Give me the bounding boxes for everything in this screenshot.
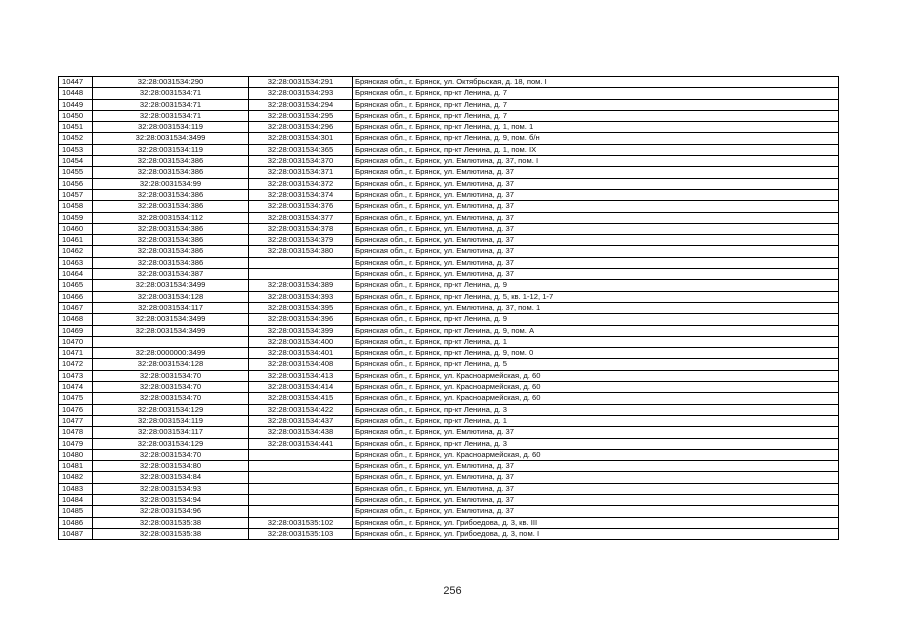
table-row xyxy=(59,472,839,483)
row-number-cell: 10448 xyxy=(59,88,93,99)
address-cell: Брянская обл., г. Брянск, ул. Емлютина, д. 37 xyxy=(353,246,839,257)
row-number-cell: 10466 xyxy=(59,291,93,302)
address-cell: Брянская обл., г. Брянск, ул. Грибоедова, д. 3, пом. I xyxy=(353,528,839,539)
cadastral-number-cell xyxy=(249,449,353,460)
row-number-cell: 10471 xyxy=(59,348,93,359)
address-cell: Брянская обл., г. Брянск, пр-кт Ленина, д. 3 xyxy=(353,404,839,415)
parent-cadastral-number-cell: 32:28:0031534:117 xyxy=(93,302,249,313)
address-cell: Брянская обл., г. Брянск, ул. Емлютина, д. 37 xyxy=(353,223,839,234)
table-row xyxy=(59,483,839,494)
table-row xyxy=(59,167,839,178)
cadastral-number-cell xyxy=(249,472,353,483)
row-number-cell: 10453 xyxy=(59,144,93,155)
cadastral-number-cell: 32:28:0031535:102 xyxy=(249,517,353,528)
parent-cadastral-number-cell: 32:28:0031534:119 xyxy=(93,144,249,155)
address-cell: Брянская обл., г. Брянск, ул. Емлютина, д. 37, пом. I xyxy=(353,156,839,167)
cadastral-number-cell: 32:28:0031534:401 xyxy=(249,348,353,359)
address-cell: Брянская обл., г. Брянск, пр-кт Ленина, д. 3 xyxy=(353,438,839,449)
address-cell: Брянская обл., г. Брянск, ул. Емлютина, д. 37 xyxy=(353,494,839,505)
cadastral-number-cell: 32:28:0031534:372 xyxy=(249,178,353,189)
table-row xyxy=(59,302,839,313)
table-row xyxy=(59,528,839,539)
table-row xyxy=(59,212,839,223)
parent-cadastral-number-cell: 32:28:0031534:129 xyxy=(93,404,249,415)
address-cell: Брянская обл., г. Брянск, ул. Емлютина, д. 37 xyxy=(353,235,839,246)
cadastral-number-cell: 32:28:0031534:295 xyxy=(249,110,353,121)
parent-cadastral-number-cell: 32:28:0031534:94 xyxy=(93,494,249,505)
row-number-cell: 10449 xyxy=(59,99,93,110)
parent-cadastral-number-cell: 32:28:0031534:386 xyxy=(93,189,249,200)
parent-cadastral-number-cell: 32:28:0031534:387 xyxy=(93,269,249,280)
parent-cadastral-number-cell: 32:28:0031534:99 xyxy=(93,178,249,189)
parent-cadastral-number-cell: 32:28:0031534:71 xyxy=(93,110,249,121)
address-cell: Брянская обл., г. Брянск, ул. Емлютина, д. 37 xyxy=(353,178,839,189)
cadastral-number-cell: 32:28:0031534:365 xyxy=(249,144,353,155)
cadastral-number-cell: 32:28:0031534:380 xyxy=(249,246,353,257)
parent-cadastral-number-cell: 32:28:0000000:3499 xyxy=(93,348,249,359)
row-number-cell: 10476 xyxy=(59,404,93,415)
parent-cadastral-number-cell: 32:28:0031534:386 xyxy=(93,223,249,234)
registry-table-body xyxy=(59,77,839,540)
table-row xyxy=(59,178,839,189)
table-row xyxy=(59,189,839,200)
table-row xyxy=(59,223,839,234)
table-row xyxy=(59,314,839,325)
table-row xyxy=(59,269,839,280)
parent-cadastral-number-cell: 32:28:0031535:38 xyxy=(93,528,249,539)
cadastral-number-cell: 32:28:0031534:376 xyxy=(249,201,353,212)
address-cell: Брянская обл., г. Брянск, пр-кт Ленина, д. 7 xyxy=(353,110,839,121)
row-number-cell: 10465 xyxy=(59,280,93,291)
cadastral-number-cell: 32:28:0031534:413 xyxy=(249,370,353,381)
address-cell: Брянская обл., г. Брянск, ул. Емлютина, д. 37 xyxy=(353,212,839,223)
table-row xyxy=(59,246,839,257)
parent-cadastral-number-cell: 32:28:0031534:386 xyxy=(93,246,249,257)
cadastral-number-cell: 32:28:0031534:301 xyxy=(249,133,353,144)
address-cell: Брянская обл., г. Брянск, пр-кт Ленина, д. 1 xyxy=(353,415,839,426)
address-cell: Брянская обл., г. Брянск, ул. Емлютина, д. 37 xyxy=(353,269,839,280)
parent-cadastral-number-cell: 32:28:0031534:3499 xyxy=(93,314,249,325)
table-row xyxy=(59,506,839,517)
table-row xyxy=(59,280,839,291)
address-cell: Брянская обл., г. Брянск, ул. Емлютина, д. 37 xyxy=(353,167,839,178)
table-row xyxy=(59,122,839,133)
parent-cadastral-number-cell: 32:28:0031534:93 xyxy=(93,483,249,494)
parent-cadastral-number-cell: 32:28:0031534:128 xyxy=(93,291,249,302)
parent-cadastral-number-cell: 32:28:0031535:38 xyxy=(93,517,249,528)
row-number-cell: 10472 xyxy=(59,359,93,370)
parent-cadastral-number-cell: 32:28:0031534:386 xyxy=(93,235,249,246)
parent-cadastral-number-cell: 32:28:0031534:119 xyxy=(93,415,249,426)
cadastral-number-cell: 32:28:0031534:395 xyxy=(249,302,353,313)
address-cell: Брянская обл., г. Брянск, ул. Красноармейская, д. 60 xyxy=(353,393,839,404)
cadastral-number-cell: 32:28:0031534:438 xyxy=(249,427,353,438)
table-row xyxy=(59,133,839,144)
table-row xyxy=(59,291,839,302)
table-row xyxy=(59,438,839,449)
cadastral-number-cell xyxy=(249,494,353,505)
address-cell: Брянская обл., г. Брянск, пр-кт Ленина, д. 9, пом. б/н xyxy=(353,133,839,144)
row-number-cell: 10460 xyxy=(59,223,93,234)
cadastral-number-cell: 32:28:0031534:377 xyxy=(249,212,353,223)
row-number-cell: 10480 xyxy=(59,449,93,460)
table-row xyxy=(59,110,839,121)
table-row xyxy=(59,257,839,268)
parent-cadastral-number-cell: 32:28:0031534:70 xyxy=(93,370,249,381)
address-cell: Брянская обл., г. Брянск, ул. Емлютина, д. 37 xyxy=(353,189,839,200)
parent-cadastral-number-cell: 32:28:0031534:386 xyxy=(93,167,249,178)
table-row xyxy=(59,88,839,99)
parent-cadastral-number-cell: 32:28:0031534:386 xyxy=(93,257,249,268)
cadastral-number-cell: 32:28:0031534:422 xyxy=(249,404,353,415)
table-row xyxy=(59,427,839,438)
table-row xyxy=(59,461,839,472)
address-cell: Брянская обл., г. Брянск, ул. Емлютина, д. 37 xyxy=(353,461,839,472)
address-cell: Брянская обл., г. Брянск, пр-кт Ленина, д. 9, пом. А xyxy=(353,325,839,336)
cadastral-number-cell: 32:28:0031534:415 xyxy=(249,393,353,404)
parent-cadastral-number-cell: 32:28:0031534:96 xyxy=(93,506,249,517)
table-row xyxy=(59,99,839,110)
cadastral-number-cell: 32:28:0031534:400 xyxy=(249,336,353,347)
row-number-cell: 10447 xyxy=(59,77,93,88)
row-number-cell: 10477 xyxy=(59,415,93,426)
row-number-cell: 10463 xyxy=(59,257,93,268)
row-number-cell: 10464 xyxy=(59,269,93,280)
table-row xyxy=(59,370,839,381)
row-number-cell: 10469 xyxy=(59,325,93,336)
cadastral-number-cell: 32:28:0031534:441 xyxy=(249,438,353,449)
parent-cadastral-number-cell: 32:28:0031534:129 xyxy=(93,438,249,449)
table-row xyxy=(59,144,839,155)
table-row xyxy=(59,494,839,505)
table-row xyxy=(59,393,839,404)
address-cell: Брянская обл., г. Брянск, пр-кт Ленина, д. 5, кв. 1-12, 1-7 xyxy=(353,291,839,302)
parent-cadastral-number-cell: 32:28:0031534:70 xyxy=(93,382,249,393)
cadastral-number-cell: 32:28:0031534:393 xyxy=(249,291,353,302)
address-cell: Брянская обл., г. Брянск, ул. Емлютина, д. 37 xyxy=(353,201,839,212)
parent-cadastral-number-cell: 32:28:0031534:84 xyxy=(93,472,249,483)
table-row xyxy=(59,201,839,212)
row-number-cell: 10482 xyxy=(59,472,93,483)
row-number-cell: 10479 xyxy=(59,438,93,449)
cadastral-number-cell xyxy=(249,269,353,280)
parent-cadastral-number-cell: 32:28:0031534:80 xyxy=(93,461,249,472)
parent-cadastral-number-cell: 32:28:0031534:70 xyxy=(93,393,249,404)
cadastral-number-cell: 32:28:0031534:291 xyxy=(249,77,353,88)
cadastral-number-cell: 32:28:0031534:370 xyxy=(249,156,353,167)
row-number-cell: 10450 xyxy=(59,110,93,121)
row-number-cell: 10452 xyxy=(59,133,93,144)
row-number-cell: 10478 xyxy=(59,427,93,438)
cadastral-number-cell: 32:28:0031534:414 xyxy=(249,382,353,393)
parent-cadastral-number-cell: 32:28:0031534:3499 xyxy=(93,133,249,144)
address-cell: Брянская обл., г. Брянск, пр-кт Ленина, д. 7 xyxy=(353,99,839,110)
row-number-cell: 10451 xyxy=(59,122,93,133)
cadastral-number-cell xyxy=(249,506,353,517)
address-cell: Брянская обл., г. Брянск, ул. Емлютина, д. 37 xyxy=(353,506,839,517)
row-number-cell: 10458 xyxy=(59,201,93,212)
row-number-cell: 10454 xyxy=(59,156,93,167)
address-cell: Брянская обл., г. Брянск, пр-кт Ленина, д. 5 xyxy=(353,359,839,370)
parent-cadastral-number-cell: 32:28:0031534:386 xyxy=(93,156,249,167)
table-row xyxy=(59,77,839,88)
table-row xyxy=(59,359,839,370)
cadastral-number-cell: 32:28:0031534:399 xyxy=(249,325,353,336)
cadastral-number-cell: 32:28:0031534:396 xyxy=(249,314,353,325)
parent-cadastral-number-cell xyxy=(93,336,249,347)
cadastral-number-cell: 32:28:0031534:374 xyxy=(249,189,353,200)
parent-cadastral-number-cell: 32:28:0031534:3499 xyxy=(93,325,249,336)
address-cell: Брянская обл., г. Брянск, ул. Емлютина, д. 37 xyxy=(353,483,839,494)
row-number-cell: 10475 xyxy=(59,393,93,404)
address-cell: Брянская обл., г. Брянск, ул. Емлютина, д. 37 xyxy=(353,427,839,438)
address-cell: Брянская обл., г. Брянск, ул. Октябрьская, д. 18, пом. I xyxy=(353,77,839,88)
cadastral-number-cell: 32:28:0031534:294 xyxy=(249,99,353,110)
row-number-cell: 10457 xyxy=(59,189,93,200)
cadastral-number-cell xyxy=(249,257,353,268)
row-number-cell: 10485 xyxy=(59,506,93,517)
address-cell: Брянская обл., г. Брянск, пр-кт Ленина, д. 9 xyxy=(353,314,839,325)
cadastral-number-cell xyxy=(249,483,353,494)
table-row xyxy=(59,449,839,460)
address-cell: Брянская обл., г. Брянск, пр-кт Ленина, д. 7 xyxy=(353,88,839,99)
page-number: 256 xyxy=(443,585,462,597)
cadastral-number-cell: 32:28:0031534:378 xyxy=(249,223,353,234)
address-cell: Брянская обл., г. Брянск, ул. Емлютина, д. 37 xyxy=(353,257,839,268)
parent-cadastral-number-cell: 32:28:0031534:70 xyxy=(93,449,249,460)
address-cell: Брянская обл., г. Брянск, пр-кт Ленина, д. 9, пом. 0 xyxy=(353,348,839,359)
row-number-cell: 10468 xyxy=(59,314,93,325)
row-number-cell: 10456 xyxy=(59,178,93,189)
address-cell: Брянская обл., г. Брянск, ул. Емлютина, д. 37 xyxy=(353,472,839,483)
row-number-cell: 10470 xyxy=(59,336,93,347)
row-number-cell: 10474 xyxy=(59,382,93,393)
parent-cadastral-number-cell: 32:28:0031534:71 xyxy=(93,99,249,110)
row-number-cell: 10483 xyxy=(59,483,93,494)
cadastral-number-cell: 32:28:0031534:371 xyxy=(249,167,353,178)
row-number-cell: 10486 xyxy=(59,517,93,528)
parent-cadastral-number-cell: 32:28:0031534:112 xyxy=(93,212,249,223)
address-cell: Брянская обл., г. Брянск, ул. Красноармейская, д. 60 xyxy=(353,382,839,393)
parent-cadastral-number-cell: 32:28:0031534:3499 xyxy=(93,280,249,291)
cadastral-number-cell: 32:28:0031534:389 xyxy=(249,280,353,291)
table-row xyxy=(59,325,839,336)
address-cell: Брянская обл., г. Брянск, пр-кт Ленина, д. 1, пом. IX xyxy=(353,144,839,155)
registry-table xyxy=(58,76,839,540)
parent-cadastral-number-cell: 32:28:0031534:128 xyxy=(93,359,249,370)
address-cell: Брянская обл., г. Брянск, ул. Красноармейская, д. 60 xyxy=(353,370,839,381)
address-cell: Брянская обл., г. Брянск, пр-кт Ленина, д. 1, пом. 1 xyxy=(353,122,839,133)
parent-cadastral-number-cell: 32:28:0031534:119 xyxy=(93,122,249,133)
table-row xyxy=(59,336,839,347)
table-row xyxy=(59,348,839,359)
address-cell: Брянская обл., г. Брянск, ул. Емлютина, д. 37, пом. 1 xyxy=(353,302,839,313)
table-row xyxy=(59,235,839,246)
cadastral-number-cell: 32:28:0031535:103 xyxy=(249,528,353,539)
address-cell: Брянская обл., г. Брянск, пр-кт Ленина, д. 9 xyxy=(353,280,839,291)
row-number-cell: 10473 xyxy=(59,370,93,381)
parent-cadastral-number-cell: 32:28:0031534:71 xyxy=(93,88,249,99)
address-cell: Брянская обл., г. Брянск, ул. Грибоедова, д. 3, кв. III xyxy=(353,517,839,528)
cadastral-number-cell xyxy=(249,461,353,472)
address-cell: Брянская обл., г. Брянск, пр-кт Ленина, д. 1 xyxy=(353,336,839,347)
row-number-cell: 10484 xyxy=(59,494,93,505)
table-row xyxy=(59,382,839,393)
cadastral-number-cell: 32:28:0031534:379 xyxy=(249,235,353,246)
table-row xyxy=(59,156,839,167)
table-row xyxy=(59,404,839,415)
parent-cadastral-number-cell: 32:28:0031534:290 xyxy=(93,77,249,88)
address-cell: Брянская обл., г. Брянск, ул. Красноармейская, д. 60 xyxy=(353,449,839,460)
row-number-cell: 10455 xyxy=(59,167,93,178)
row-number-cell: 10481 xyxy=(59,461,93,472)
table-row xyxy=(59,517,839,528)
row-number-cell: 10462 xyxy=(59,246,93,257)
row-number-cell: 10487 xyxy=(59,528,93,539)
row-number-cell: 10467 xyxy=(59,302,93,313)
row-number-cell: 10461 xyxy=(59,235,93,246)
row-number-cell: 10459 xyxy=(59,212,93,223)
table-row xyxy=(59,415,839,426)
cadastral-number-cell: 32:28:0031534:296 xyxy=(249,122,353,133)
cadastral-number-cell: 32:28:0031534:408 xyxy=(249,359,353,370)
cadastral-number-cell: 32:28:0031534:437 xyxy=(249,415,353,426)
cadastral-number-cell: 32:28:0031534:293 xyxy=(249,88,353,99)
parent-cadastral-number-cell: 32:28:0031534:386 xyxy=(93,201,249,212)
parent-cadastral-number-cell: 32:28:0031534:117 xyxy=(93,427,249,438)
